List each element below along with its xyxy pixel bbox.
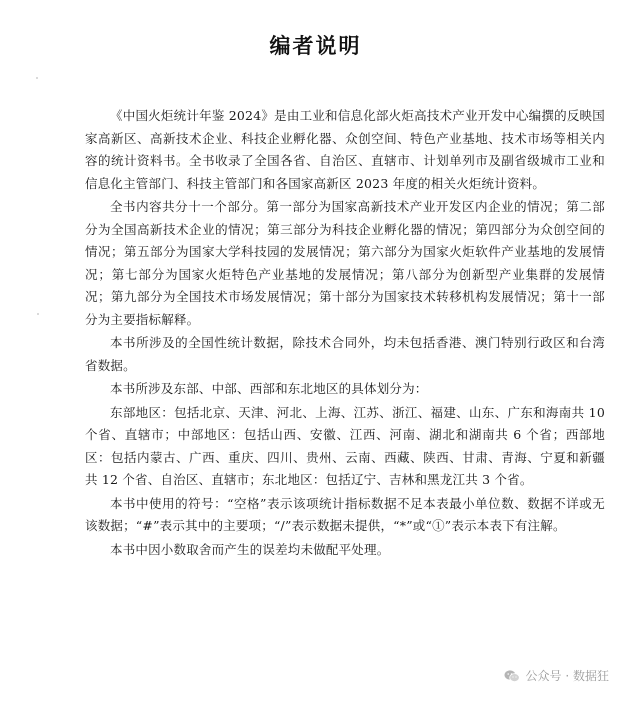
page-title: 编者说明	[269, 34, 362, 58]
paragraph-structure: 全书内容共分十一个部分。第一部分为国家高新技术产业开发区内企业的情况；第二部分为全国高新技术企业的情况；第三部分为科技企业孵化器的情况；第四部分为众创空间的情况；第五部分为国家大学科技园的发展情况；第六部分为国家火炬软件产业基地的发展情况；第七部分为国家火炬特色产业基地的发展情况；第八部分为创新型产业集群的发展情况；第九部分为全国技术市场发展情况；第十部分为国家技术转移机构发展情况；第十一部分为主要指标解释。	[85, 199, 605, 327]
wechat-icon	[504, 669, 520, 683]
paragraph-regions-heading: 本书所涉及东部、中部、西部和东北地区的具体划分为：	[110, 381, 428, 396]
paragraph-intro: 《中国火炬统计年鉴 2024》是由工业和信息化部火炬高技术产业开发中心编撰的反映国家高新区、高新技术企业、科技企业孵化器、众创空间、特色产业基地、技术市场等相关内容的统计资料书。全书收录了全国各省、自治区、直辖市、计划单列市及副省级城市工业和信息化主管部门、科技主管部门和各国家高新区 2023 年度的相关火炬统计资料。	[85, 108, 605, 191]
paragraph-symbols: 本书中使用的符号：“空格”表示该项统计指标数据不足本表最小单位数、数据不详或无该数据；“#”表示其中的主要项；“/”表示数据未提供，“*”或“①”表示本表下有注解。	[85, 495, 605, 533]
paragraph-scope: 本书所涉及的全国性统计数据，除技术合同外，均未包括香港、澳门特别行政区和台湾省数据。	[85, 335, 605, 373]
paragraph-regions: 东部地区：包括北京、天津、河北、上海、江苏、浙江、福建、山东、广东和海南共 10 个省、直辖市；中部地区：包括山西、安徽、江西、河南、湖北和湖南共 6 个省；西部地区：包括内蒙古、广西、重庆、四川、贵州、云南、西藏、陕西、甘肃、青海、宁夏和新疆共 12 个省、自治区、直辖市；东北地区：包括辽宁、吉林和黑龙江共 3 个省。	[85, 404, 605, 487]
document-body	[85, 105, 605, 561]
watermark	[504, 667, 609, 684]
scan-speck	[37, 313, 39, 315]
paragraph-rounding: 本书中因小数取舍而产生的误差均未做配平处理。	[110, 541, 390, 557]
watermark-text: 公众号 · 数据狂	[525, 669, 609, 683]
scan-speck	[36, 77, 38, 79]
